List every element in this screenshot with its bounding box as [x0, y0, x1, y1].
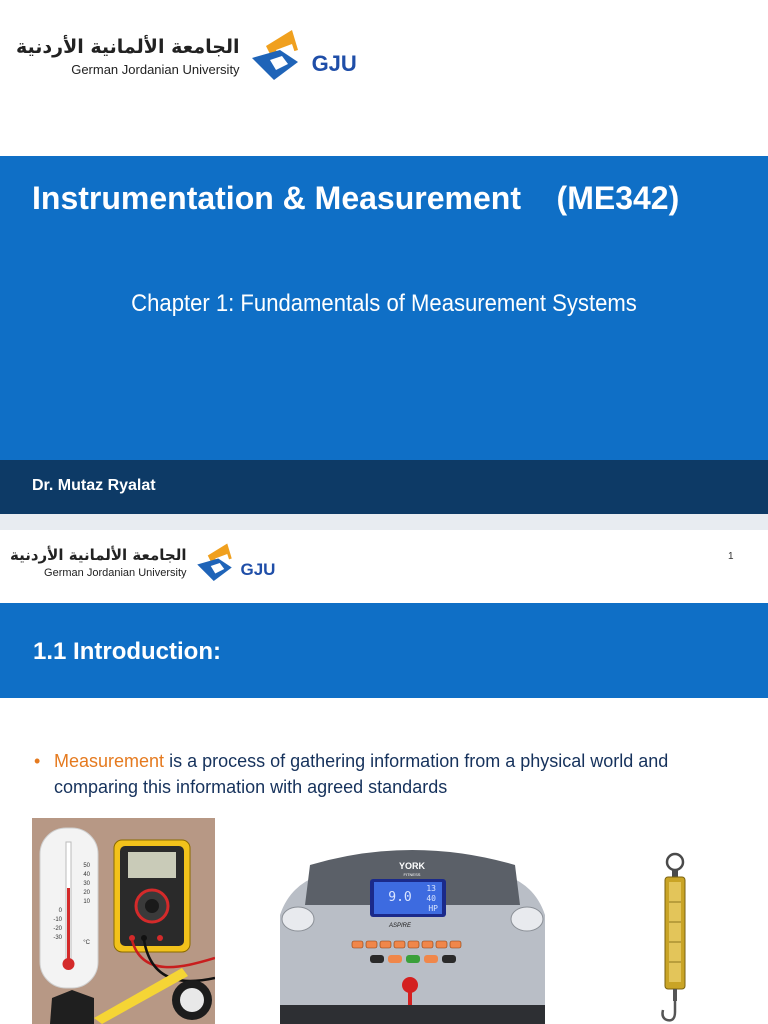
bullet-text: [54, 748, 714, 800]
bullet-marker: •: [34, 751, 41, 771]
thermometer-icon: [40, 828, 98, 988]
spring-scale-illustration: [645, 852, 705, 1024]
console-control-buttons: [370, 955, 456, 963]
svg-text:-20: -20: [53, 926, 62, 932]
treadmill-model: ASPIRE: [388, 923, 412, 929]
logo-text: [10, 547, 187, 579]
treadmill-console-photo: [280, 845, 545, 1024]
definition-text: is a process of gathering information from a physical world and comparing this information with agreed standards: [54, 751, 669, 797]
logo-english-name: German Jordanian University: [44, 567, 187, 579]
logo-arabic-name: الجامعة الألمانية الأردنية: [16, 35, 240, 58]
course-title: Instrumentation & Measurement (ME342): [32, 180, 680, 216]
treadmill-display-speed: 9.0: [388, 890, 412, 905]
multimeter-icon: [114, 840, 190, 952]
logo-text: [16, 36, 240, 77]
svg-text:13: 13: [426, 884, 436, 893]
svg-text:40: 40: [426, 894, 436, 903]
treadmill-console-illustration: [280, 845, 545, 1024]
svg-text:0: 0: [58, 908, 62, 914]
slide-separator: [0, 514, 768, 530]
university-logo: [16, 28, 357, 84]
svg-text:40: 40: [83, 872, 90, 878]
logo-abbreviation: GJU: [240, 560, 276, 579]
gju-emblem-icon: [252, 28, 310, 84]
svg-text:-10: -10: [53, 917, 62, 923]
page-number: 1: [728, 551, 734, 562]
logo-english-name: German Jordanian University: [71, 61, 240, 77]
svg-text:-30: -30: [53, 935, 62, 941]
university-logo-small: [10, 542, 275, 584]
logo-abbreviation: GJU: [311, 51, 357, 76]
svg-text:30: 30: [83, 881, 90, 887]
svg-text:10: 10: [83, 899, 90, 905]
logo-arabic-name: الجامعة الألمانية الأردنية: [10, 546, 187, 564]
svg-text:HP: HP: [428, 904, 438, 913]
thermometer-multimeter-photo: [32, 818, 215, 1024]
chapter-title: Chapter 1: Fundamentals of Measurement Systems: [131, 290, 637, 317]
svg-text:20: 20: [83, 890, 90, 896]
safety-key-icon: [402, 977, 418, 993]
svg-text:°C: °C: [83, 940, 90, 946]
spring-scale-photo: [645, 852, 705, 1024]
section-title: 1.1 Introduction:: [33, 638, 221, 665]
author-name: Dr. Mutaz Ryalat: [32, 477, 156, 494]
highlighted-term: Measurement: [54, 751, 165, 771]
measuring-instruments-illustration: [32, 818, 215, 1024]
treadmill-brand-sub: FITNESS: [403, 872, 421, 877]
svg-text:50: 50: [83, 863, 90, 869]
gju-emblem-icon: [197, 542, 241, 584]
treadmill-brand: YORK: [398, 861, 426, 871]
